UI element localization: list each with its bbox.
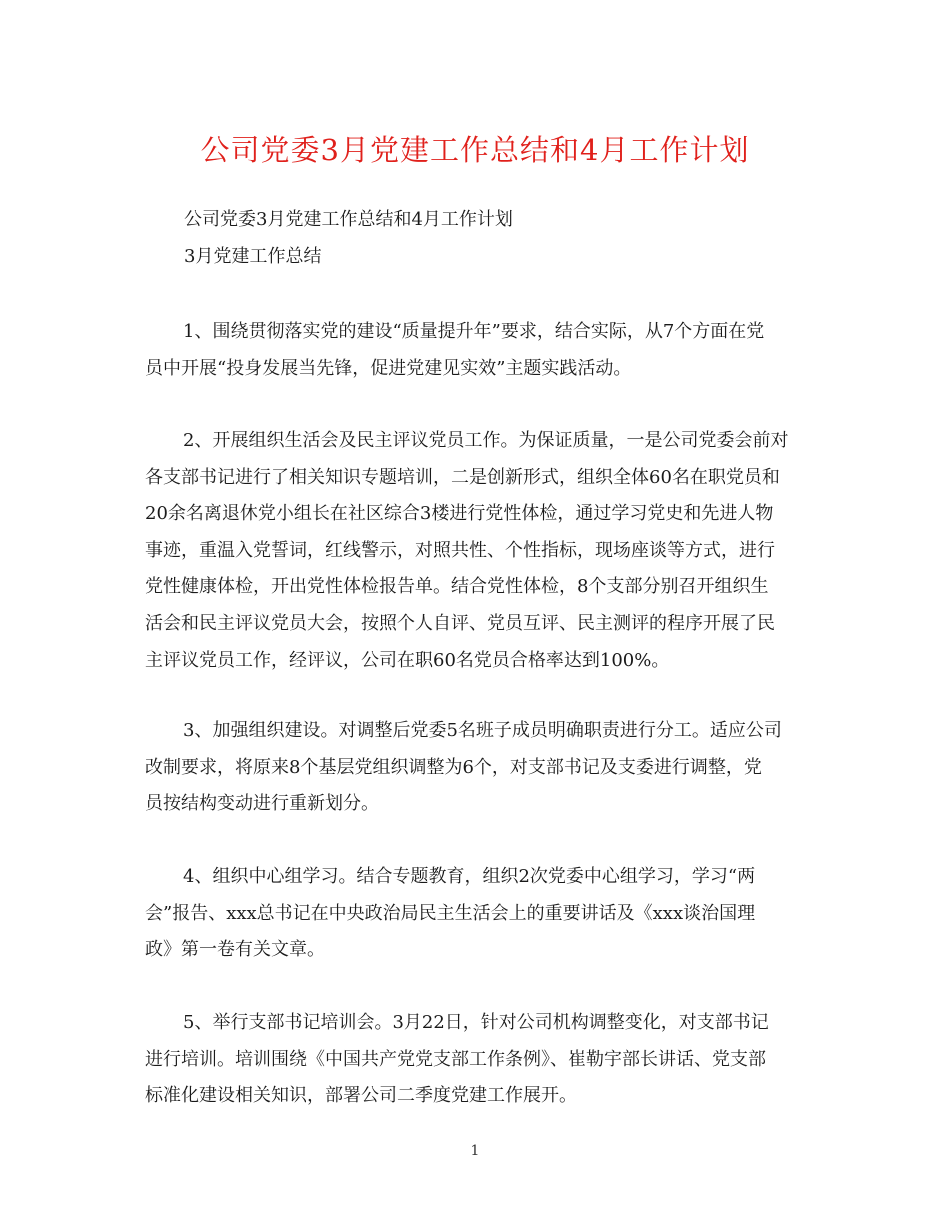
section-heading: 3月党建工作总结 (184, 246, 322, 267)
paragraph-line: 20余名离退休党小组长在社区综合3楼进行党性体检，通过学习党史和先进人物 (145, 503, 774, 525)
paragraph-line: 员中开展“投身发展当先锋，促进党建见实效”主题实践活动。 (145, 357, 632, 379)
page-title: 公司党委3月党建工作总结和4月工作计划 (200, 133, 750, 167)
paragraph-line: 5、举行支部书记培训会。3月22日，针对公司机构调整变化，对支部书记 (183, 1012, 769, 1033)
paragraph-line: 政》第一卷有关文章。 (145, 939, 325, 961)
paragraph-line: 员按结构变动进行重新划分。 (145, 793, 379, 815)
paragraph-line: 标准化建设相关知识，部署公司二季度党建工作展开。 (145, 1085, 577, 1107)
page-number: 1 (470, 1143, 480, 1159)
paragraph-line: 进行培训。培训围绕《中国共产党党支部工作条例》、崔勒宇部长讲话、党支部 (145, 1048, 766, 1070)
paragraph-line: 各支部书记进行了相关知识专题培训，二是创新形式，组织全体60名在职党员和 (145, 466, 780, 488)
paragraph-line: 4、组织中心组学习。结合专题教育，组织2次党委中心组学习，学习“两 (183, 866, 756, 887)
paragraph-4 (145, 859, 805, 969)
paragraph-line: 1、围绕贯彻落实党的建设“质量提升年”要求，结合实际，从7个方面在党 (183, 321, 765, 342)
paragraph-3 (145, 713, 805, 823)
paragraph-line: 2、开展组织生活会及民主评议党员工作。为保证质量，一是公司党委会前对 (183, 430, 789, 451)
paragraph-line: 主评议党员工作，经评议，公司在职60名党员合格率达到100%。 (145, 649, 670, 671)
paragraph-line: 会”报告、xxx总书记在中央政治局民主生活会上的重要讲话及《xxx谈治国理 (145, 902, 756, 924)
document-subtitle: 公司党委3月党建工作总结和4月工作计划 (184, 209, 513, 230)
paragraph-line: 3、加强组织建设。对调整后党委5名班子成员明确职责进行分工。适应公司 (183, 720, 782, 741)
paragraph-line: 活会和民主评议党员大会，按照个人自评、党员互评、民主测评的程序开展了民 (145, 612, 775, 634)
paragraph-line: 党性健康体检，开出党性体检报告单。结合党性体检，8个支部分别召开组织生 (145, 576, 769, 598)
paragraph-1 (145, 314, 805, 387)
paragraph-2 (145, 423, 805, 679)
paragraph-line: 改制要求，将原来8个基层党组织调整为6个，对支部书记及支委进行调整，党 (145, 756, 762, 778)
paragraph-line: 事迹，重温入党誓词，红线警示，对照共性、个性指标，现场座谈等方式，进行 (145, 539, 775, 561)
paragraph-5 (145, 1005, 805, 1115)
